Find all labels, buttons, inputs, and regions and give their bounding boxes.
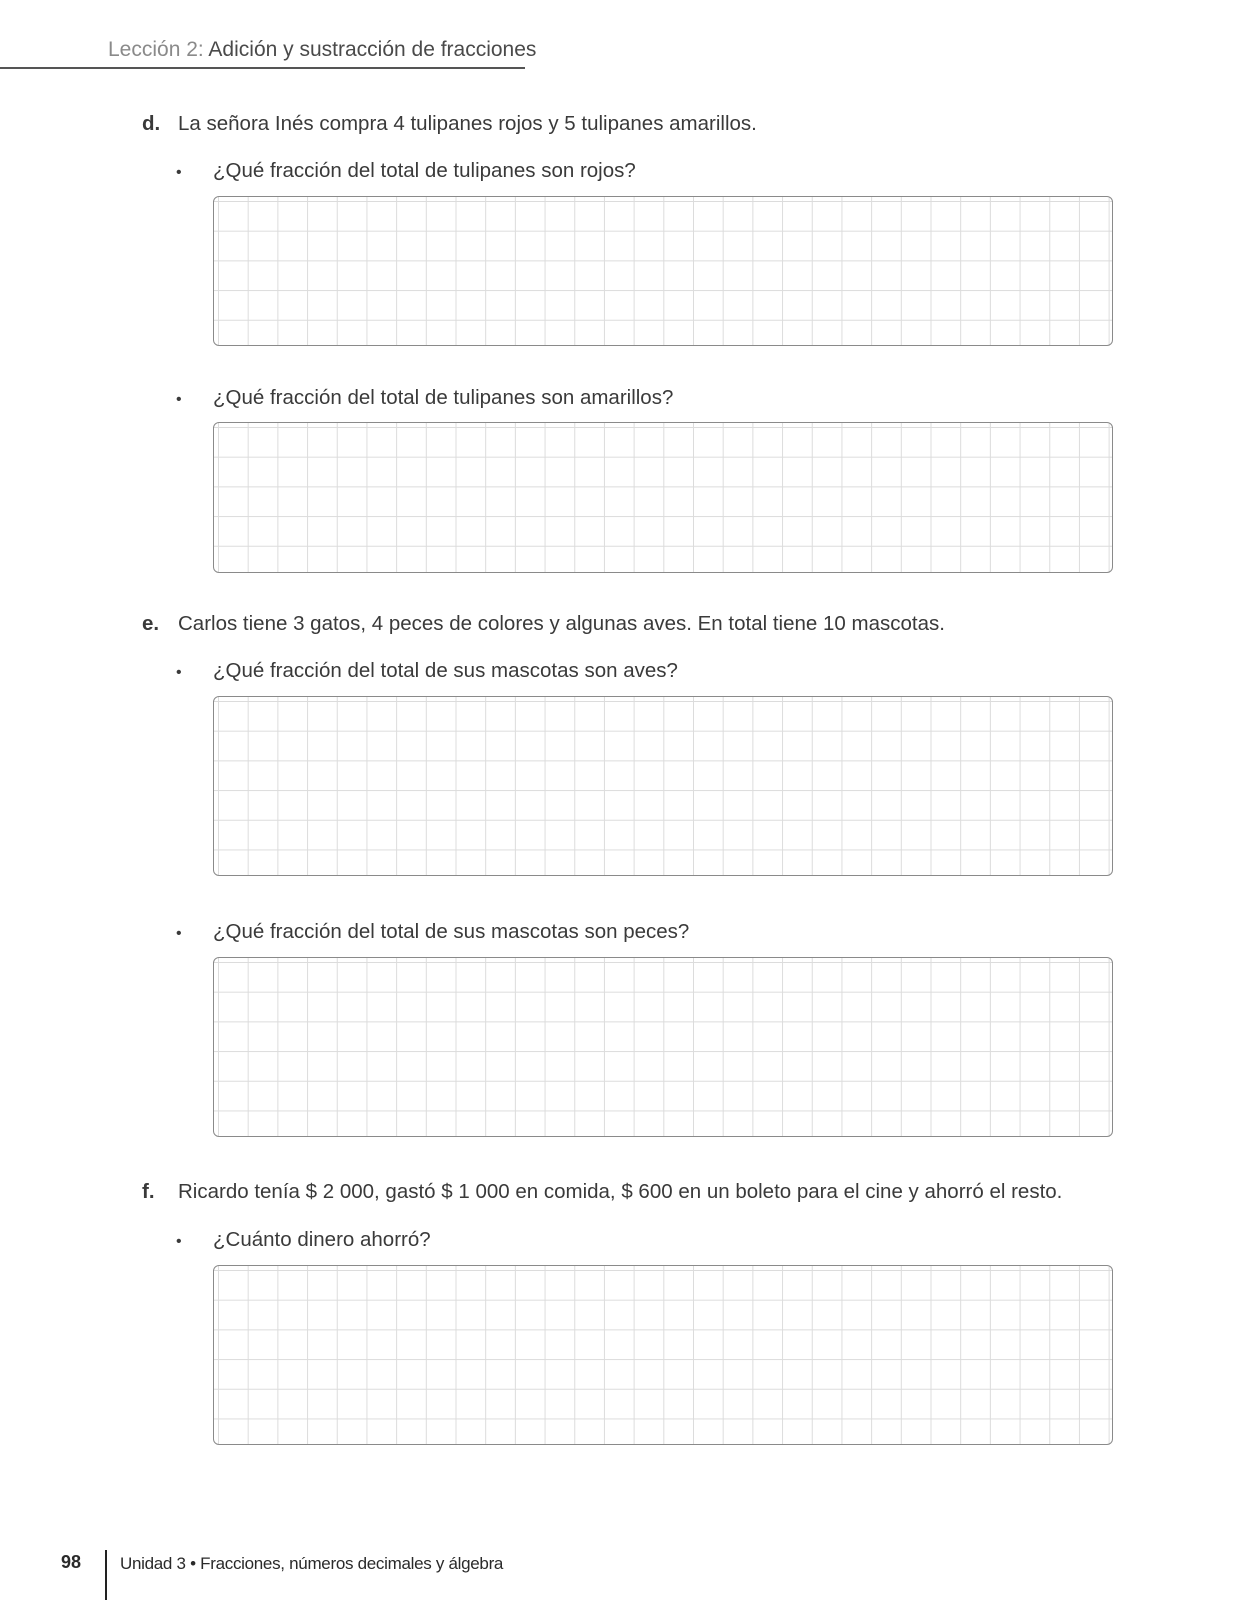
bullet-icon: •	[176, 664, 182, 681]
lesson-topic: Adición y sustracción de fracciones	[208, 38, 537, 61]
bullet-icon: •	[176, 164, 182, 181]
question-text: ¿Cuánto dinero ahorró?	[213, 1228, 431, 1251]
question-text: ¿Qué fracción del total de sus mascotas son peces?	[213, 920, 690, 943]
answer-grid-f1[interactable]	[213, 1265, 1113, 1445]
lesson-number: Lección 2:	[108, 38, 204, 61]
bullet-icon: •	[176, 391, 182, 408]
header-divider	[0, 67, 525, 69]
page-header	[0, 0, 537, 70]
problem-letter: f.	[142, 1180, 155, 1203]
problem-statement: La señora Inés compra 4 tulipanes rojos y 5 tulipanes amarillos.	[178, 112, 757, 135]
problem-e	[142, 612, 945, 636]
lesson-title	[108, 38, 536, 62]
question-text: ¿Qué fracción del total de sus mascotas son aves?	[213, 659, 678, 682]
question-d1	[176, 159, 636, 183]
problem-letter: e.	[142, 612, 160, 635]
question-d2	[176, 386, 673, 410]
unit-title: Unidad 3 • Fracciones, números decimales y álgebra	[120, 1554, 504, 1573]
problem-f	[142, 1180, 1062, 1204]
bullet-icon: •	[176, 925, 182, 942]
problem-statement: Carlos tiene 3 gatos, 4 peces de colores y algunas aves. En total tiene 10 mascotas.	[178, 612, 945, 635]
question-text: ¿Qué fracción del total de tulipanes son amarillos?	[213, 386, 674, 409]
footer-divider	[105, 1550, 107, 1600]
question-e1	[176, 659, 678, 683]
question-e2	[176, 920, 689, 944]
answer-grid-d1[interactable]	[213, 196, 1113, 346]
answer-grid-e2[interactable]	[213, 957, 1113, 1137]
answer-grid-d2[interactable]	[213, 422, 1113, 573]
problem-d	[142, 112, 757, 136]
question-text: ¿Qué fracción del total de tulipanes son rojos?	[213, 159, 636, 182]
page-number: 98	[61, 1552, 82, 1572]
problem-statement: Ricardo tenía $ 2 000, gastó $ 1 000 en comida, $ 600 en un boleto para el cine y ahorró el resto.	[178, 1180, 1063, 1203]
answer-grid-e1[interactable]	[213, 696, 1113, 876]
bullet-icon: •	[176, 1233, 182, 1250]
problem-letter: d.	[142, 112, 161, 135]
question-f1	[176, 1228, 431, 1252]
